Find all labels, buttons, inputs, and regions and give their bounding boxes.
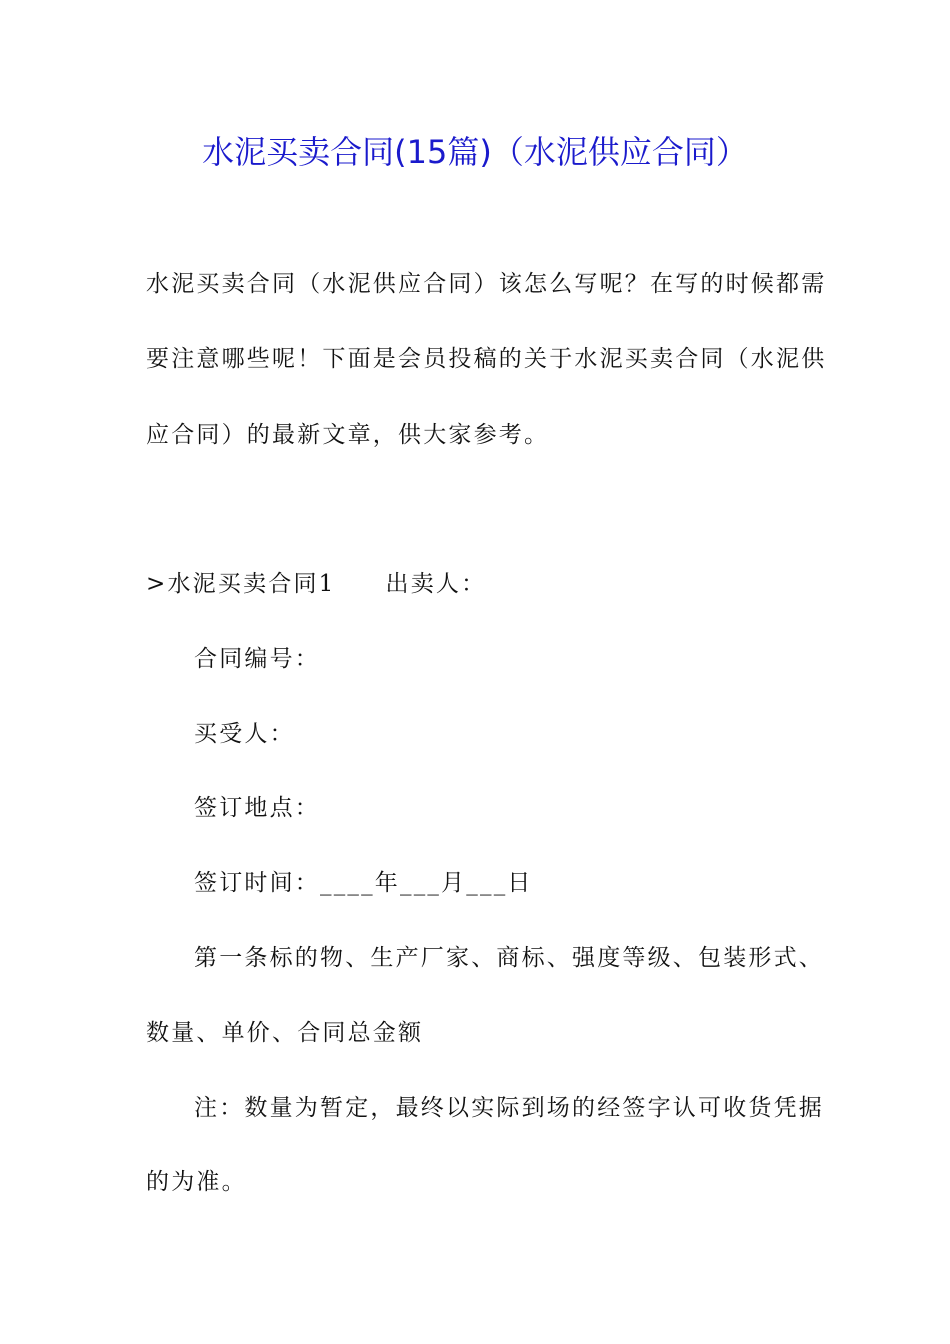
section-heading-line [146,568,486,600]
note-line-1: 注：数量为暂定，最终以实际到场的经签字认可收货凭据 [194,1095,824,1121]
contract-number-field: 合同编号： [194,646,320,672]
sign-time-field: 签订时间：____年___月___日 [194,870,533,896]
note-line-2: 的为准。 [146,1169,247,1195]
sign-place-field: 签订地点： [194,795,320,821]
intro-line-1: 水泥买卖合同（水泥供应合同）该怎么写呢？在写的时候都需 [146,271,827,297]
buyer-field: 买受人： [194,721,295,747]
seller-label: 出卖人： [385,571,487,597]
document-title: 水泥买卖合同(15篇)（水泥供应合同） [202,133,748,171]
article-1-line-1: 第一条标的物、生产厂家、商标、强度等级、包装形式、 [194,945,824,971]
intro-line-2: 要注意哪些呢！下面是会员投稿的关于水泥买卖合同（水泥供 [146,346,827,372]
intro-line-3: 应合同）的最新文章，供大家参考。 [146,422,550,448]
section-heading: >水泥买卖合同1 [146,571,336,597]
article-1-line-2: 数量、单价、合同总金额 [146,1020,424,1046]
